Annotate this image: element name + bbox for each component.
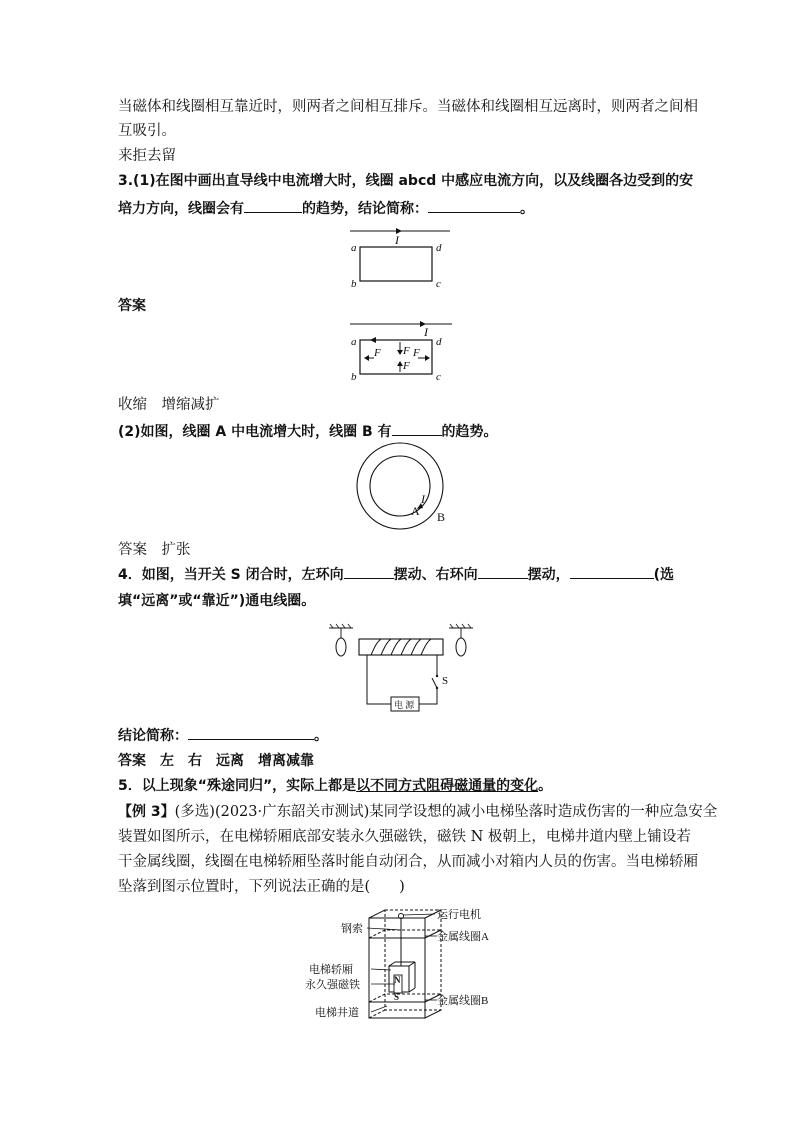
question-text: 5．以上现象“殊途同归”，实际上都是 bbox=[118, 778, 357, 794]
arrow-right-icon bbox=[425, 355, 430, 361]
label-I: I bbox=[421, 492, 425, 506]
underlined-text: 以不同方式阻碍磁通量的变化 bbox=[356, 778, 539, 794]
label-F: F bbox=[374, 347, 381, 359]
label-coil-A: 金属线圈A bbox=[437, 931, 489, 943]
label-F: F bbox=[403, 345, 410, 357]
question-3-1-line1: 3.(1)在图中画出直导线中电流增大时，线圈 abcd 中感应电流方向，以及线圈各边受到的安 bbox=[118, 173, 694, 189]
paragraph-line: 互吸引。 bbox=[118, 123, 176, 139]
wire-right bbox=[419, 688, 437, 704]
label-A: A bbox=[411, 504, 420, 518]
coil-A-shape bbox=[369, 930, 441, 938]
label-d: d bbox=[436, 336, 442, 348]
arrow-left-icon bbox=[364, 355, 369, 361]
example-tag: 【例 3】 bbox=[118, 804, 175, 820]
label-S: S bbox=[394, 992, 400, 1002]
rule-text: 来拒去留 bbox=[118, 148, 176, 164]
label-b: b bbox=[351, 278, 357, 290]
answer-blank bbox=[244, 198, 302, 213]
label-a: a bbox=[351, 336, 357, 348]
statement-5 bbox=[118, 776, 552, 796]
example-3-line2: 装置如图所示，在电梯轿厢底部安装永久强磁铁，磁铁 N 极朝上，电梯井道内壁上铺设若 bbox=[118, 829, 691, 845]
paragraph-line: 当磁体和线圈相互靠近时，则两者之间相互排斥。当磁体和线圈相互远离时，则两者之间相 bbox=[118, 99, 698, 115]
label-b: b bbox=[351, 371, 357, 383]
example-3-line3: 干金属线圈，线圈在电梯轿厢坠落时能自动闭合，从而减小对箱内人员的伤害。当电梯轿厢 bbox=[118, 854, 698, 870]
answer-label: 答案 bbox=[118, 298, 146, 314]
example-3-line4: 坠落到图示位置时，下列说法正确的是( ) bbox=[118, 879, 405, 895]
induced-current-arrow-icon bbox=[370, 337, 376, 343]
switch-S bbox=[432, 678, 437, 688]
question-text: 。 bbox=[314, 728, 328, 744]
label-coil-B: 金属线圈B bbox=[437, 995, 489, 1007]
coil-abcd bbox=[360, 340, 432, 374]
answer-blank bbox=[570, 564, 654, 579]
solenoid-windings bbox=[371, 639, 431, 655]
answer-blank bbox=[478, 564, 528, 579]
question-text: 的趋势，结论简称： bbox=[302, 201, 428, 217]
question-text: (选 bbox=[653, 567, 674, 583]
question-text: (2)如图，线圈 A 中电流增大时，线圈 B 有 bbox=[118, 424, 392, 440]
ring-left bbox=[336, 638, 346, 656]
label-c: c bbox=[436, 278, 441, 290]
ring-right bbox=[456, 638, 466, 656]
figure-solenoid-rings bbox=[325, 622, 475, 714]
question-3-2 bbox=[118, 421, 498, 442]
question-3-1-line2 bbox=[118, 198, 534, 219]
label-I: I bbox=[424, 325, 428, 339]
answer-3-1: 收缩 增缩减扩 bbox=[118, 397, 220, 413]
label-S: S bbox=[442, 675, 449, 687]
answer-blank bbox=[392, 421, 442, 436]
figure-concentric-coils bbox=[355, 443, 465, 533]
leader-lines bbox=[367, 914, 437, 1012]
label-N: N bbox=[394, 975, 401, 985]
coil-abcd bbox=[360, 247, 432, 281]
question-text: 。 bbox=[520, 201, 534, 217]
coil-B-shape bbox=[369, 994, 441, 1002]
label-d: d bbox=[436, 242, 442, 254]
label-c: c bbox=[436, 371, 441, 383]
question-text: 4．如图，当开关 S 闭合时，左环向 bbox=[118, 567, 344, 583]
question-text: 摆动， bbox=[527, 567, 570, 583]
question-text: 摆动、右环向 bbox=[393, 567, 478, 583]
question-text: 的趋势。 bbox=[441, 424, 498, 440]
question-4-line1 bbox=[118, 564, 674, 585]
label-motor: 运行电机 bbox=[437, 909, 481, 921]
answer-blank bbox=[428, 198, 520, 213]
figure-answer-forces bbox=[340, 318, 460, 386]
question-text: 培力方向，线圈会有 bbox=[118, 201, 244, 217]
label-F: F bbox=[403, 360, 410, 372]
label-car: 电梯轿厢 bbox=[309, 964, 353, 976]
conclusion-line bbox=[118, 725, 328, 746]
answer-blank bbox=[344, 564, 394, 579]
answer-3-2: 答案 扩张 bbox=[118, 542, 191, 558]
label-I: I bbox=[395, 233, 399, 247]
label-cable: 钢索 bbox=[341, 923, 363, 935]
label-a: a bbox=[351, 242, 357, 254]
label-shaft: 电梯井道 bbox=[315, 1007, 359, 1019]
answer-blank bbox=[188, 725, 314, 740]
power-label: 电 源 bbox=[394, 700, 415, 710]
example-3-line1 bbox=[118, 802, 717, 822]
wire-left bbox=[367, 655, 391, 704]
question-text: 结论简称： bbox=[118, 728, 188, 744]
example-text: (多选)(2023·广东韶关市测试)某同学设想的减小电梯坠落时造成伤害的一种应急安全 bbox=[174, 804, 718, 820]
figure-wire-coil bbox=[340, 224, 460, 294]
label-B: B bbox=[437, 510, 446, 524]
figure-elevator-shaft bbox=[305, 908, 515, 1026]
answer-4: 答案 左 右 远离 增离减靠 bbox=[118, 753, 314, 769]
question-4-line2: 填“远离”或“靠近”)通电线圈。 bbox=[118, 593, 316, 609]
label-magnet: 永久强磁铁 bbox=[305, 979, 360, 991]
label-F: F bbox=[413, 347, 420, 359]
question-text: 。 bbox=[538, 778, 553, 794]
